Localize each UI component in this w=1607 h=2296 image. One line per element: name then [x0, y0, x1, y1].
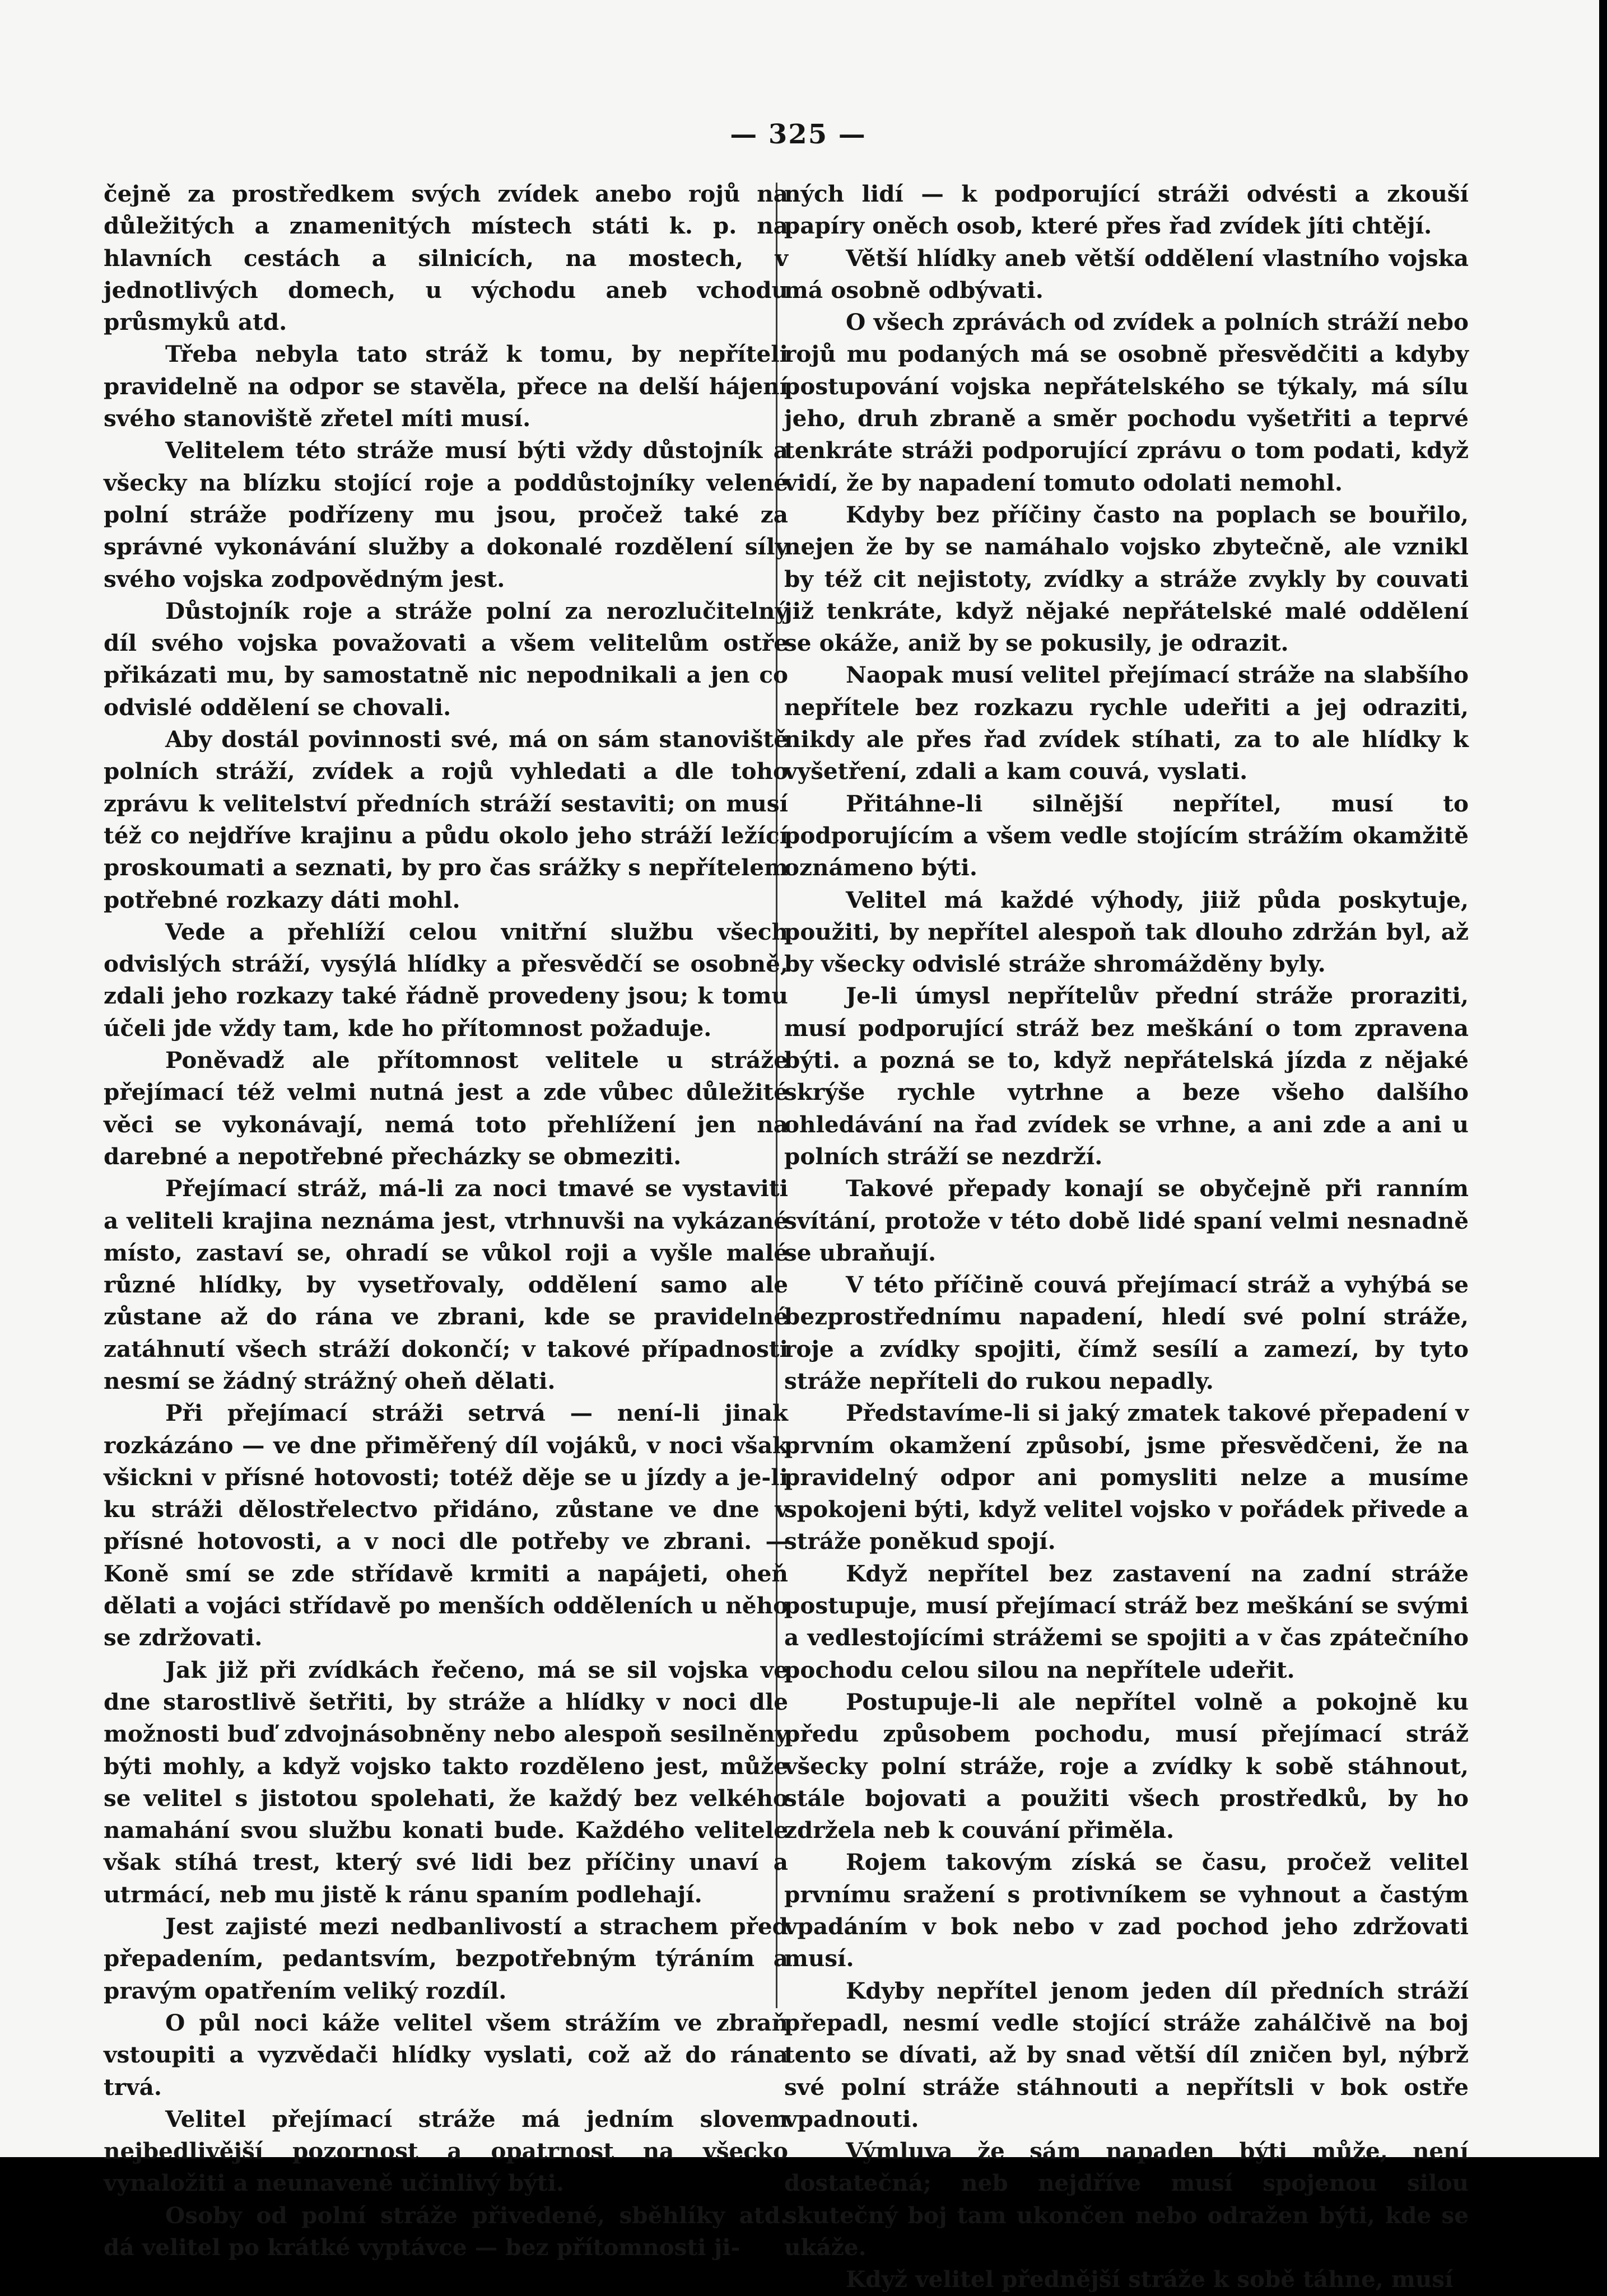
paragraph: čejně za prostředkem svých zvídek anebo rojů na důležitých a znamenitých místech státi k. p. na hlavních cestách a silnicích, na mostech, v jednotlivých domech, u východu aneb vchodu průsmyků atd. [104, 180, 788, 336]
paragraph: Představíme-li si jaký zmatek takové přepadení v prvním okamžení způsobí, jsme přesvědčeni, že na pravidelný odpor ani pomysliti nelze a musíme spokojeni býti, když velitel vojsko v pořádek přivede a stráže poněkud spojí. [784, 1399, 1469, 1555]
paragraph: Důstojník roje a stráže polní za nerozlučitelný díl svého vojska považovati a všem velitelům ostře přikázati mu, by samostatně nic nepodnikali a jen co odvislé oddělení se chovali. [104, 597, 788, 721]
paragraph: O půl noci káže velitel všem strážím ve zbraň vstoupiti a vyzvědači hlídky vyslati, což až do rána trvá. [104, 2009, 788, 2101]
paragraph: Rojem takovým získá se času, pročež velitel prvnímu sražení s protivníkem se vyhnout a častým vpadáním v bok nebo v zad pochod jeho zdržovati musí. [784, 1849, 1469, 1972]
paragraph: Kdyby bez příčiny často na poplach se bouřilo, nejen že by se namáhalo vojsko zbytečně, ale vznikl by též cit nejistoty, zvídky a stráže zvykly by couvati již tenkráte, když nějaké nepřátelské malé oddělení se okáže, aniž by se pokusily, je odrazit. [784, 501, 1469, 657]
paragraph: Velitelem této stráže musí býti vždy důstojník a všecky na blízku stojící roje a poddůstojníky velené polní stráže podřízeny mu jsou, pročež také za správné vykonávání služby a dokonalé rozdělení síly svého vojska zodpovědným jest. [104, 437, 788, 592]
paragraph: Když velitel přednější stráže k sobě táhne, musí [846, 2266, 1454, 2293]
paragraph: Výmluva že sám napaden býti může, není dostatečná; neb nejdříve musí spojenou silou skutečný boj tam ukončen nebo odražen býti, kde se ukáže. [784, 2138, 1469, 2261]
paragraph: Velitel přejímací stráže má jedním slovem nejbedlivější pozornost a opatrnost na všecko vynaložiti a neunaveně učinlivý býti. [104, 2105, 788, 2197]
paragraph: Poněvadž ale přítomnost velitele u stráže přejímací též velmi nutná jest a zde vůbec důležité věci se vykonávají, nemá toto přehlížení jen na darebné a nepotřebné přecházky se obmeziti. [104, 1047, 788, 1170]
paragraph: Kdyby nepřítel jenom jeden díl předních stráží přepadl, nesmí vedle stojící stráže zahálčivě na boj tento se dívati, až by snad větší díl zničen byl, nýbrž své polní stráže stáhnouti a nepřítsli v bok ostře vpadnouti. [784, 1977, 1469, 2132]
paragraph: Aby dostál povinnosti své, má on sám stanoviště polních stráží, zvídek a rojů vyhledati a dle toho zprávu k velitelství předních stráží sestaviti; on musí též co nejdříve krajinu a půdu okolo jeho stráží ležící proskoumati a seznati, by pro čas srážky s nepřítelem potřebné rozkazy dáti mohl. [104, 726, 788, 913]
paragraph: Když nepřítel bez zastavení na zadní stráže postupuje, musí přejímací stráž bez meškání se svými a vedlestojícími strážemi se spojiti a v čas zpátečního pochodu celou silou na nepřítele udeřit. [784, 1560, 1469, 1683]
paragraph: Větší hlídky aneb větší oddělení vlastního vojska má osobně odbývati. [784, 244, 1469, 304]
paragraph: Třeba nebyla tato stráž k tomu, by nepříteli pravidelně na odpor se stavěla, přece na delší hájení svého stanoviště zřetel míti musí. [104, 340, 788, 432]
paragraph: Vede a přehlíží celou vnitřní službu všech odvislých stráží, vysýlá hlídky a přesvědčí se osobně, zdali jeho rozkazy také řádně provedeny jsou; k tomu účeli jde vždy tam, kde ho přítomnost požaduje. [104, 918, 788, 1042]
paragraph: O všech zprávách od zvídek a polních stráží nebo rojů mu podaných má se osobně přesvědčiti a kdyby postupování vojska nepřátelského se týkaly, má sílu jeho, druh zbraně a směr pochodu vyšetřiti a teprvé tenkráte stráži podporující zprávu o tom podati, když vidí, že by napadení tomuto odolati nemohl. [784, 309, 1469, 496]
right-column [784, 178, 1469, 2296]
paragraph: Jak již při zvídkách řečeno, má se sil vojska ve dne starostlivě šetřiti, by stráže a hlídky v noci dle možnosti buď zdvojnásobněny nebo alespoň sesilněny býti mohly, a když vojsko takto rozděleno jest, může se velitel s jistotou spolehati, že každý bez velkého namahání svou službu konati bude. Každého velitele však stíhá trest, který své lidi bez příčiny unaví a utrmácí, neb mu jistě k ránu spaním podlehají. [104, 1656, 788, 1908]
paragraph: Velitel má každé výhody, jiiž půda poskytuje, použiti, by nepřítel alespoň tak dlouho zdržán byl, až by všecky odvislé stráže shromážděny byly. [784, 886, 1469, 978]
paragraph: Při přejímací stráži setrvá — není-li jinak rozkázáno — ve dne přiměřený díl vojáků, v noci však všickni v přísné hotovosti; totéž děje se u jízdy a je-li ku stráži dělostřelectvo přidáno, zůstane ve dne v přísné hotovosti, a v noci dle potřeby ve zbrani. — Koně smí se zde střídavě krmiti a napájeti, oheň dělati a vojáci střídavě po menších odděleních u něho se zdržovati. [104, 1399, 788, 1651]
paragraph: ných lidí — k podporující stráži odvésti a zkouší papíry oněch osob, které přes řad zvídek jíti chtějí. [784, 180, 1469, 240]
paragraph: Přitáhne-li silnější nepřítel, musí to podporujícím a všem vedle stojícím strážím okamžitě oznámeno býti. [784, 790, 1469, 881]
paragraph: Naopak musí velitel přejímací stráže na slabšího nepřítele bez rozkazu rychle udeřiti a jej odraziti, nikdy ale přes řad zvídek stíhati, za to ale hlídky k vyšetření, zdali a kam couvá, vyslati. [784, 661, 1469, 785]
paragraph: Přejímací stráž, má-li za noci tmavé se vystaviti a veliteli krajina neznáma jest, vtrhnuvši na vykázané místo, zastaví se, ohradí se vůkol roji a vyšle malé různé hlídky, by vysetřovaly, oddělení samo ale zůstane až do rána ve zbrani, kde se pravidelné zatáhnutí všech stráží dokončí; v takové případnosti nesmí se žádný strážný oheň dělati. [104, 1175, 788, 1394]
paragraph: Postupuje-li ale nepřítel volně a pokojně ku předu způsobem pochodu, musí přejímací stráž všecky polní stráže, roje a zvídky k sobě stáhnout, stále bojovati a použiti všech prostředků, by ho zdržela neb k couvání přiměla. [784, 1688, 1469, 1844]
left-column [104, 178, 788, 2264]
paragraph: Jest zajisté mezi nedbanlivostí a strachem před přepadením, pedantsvím, bezpotřebným týráním a pravým opatřením veliký rozdíl. [104, 1913, 788, 2004]
paragraph: Takové přepady konají se obyčejně při ranním svítání, protože v této době lidé spaní velmi nesnadně se ubraňují. [784, 1175, 1469, 1266]
page-number: — 325 — [730, 119, 867, 150]
paragraph: Je-li úmysl nepřítelův přední stráže proraziti, musí podporující stráž bez meškání o tom zpravena býti. a pozná se to, když nepřátelská jízda z nějaké skrýše rychle vytrhne a beze všeho dalšího ohledávání na řad zvídek se vrhne, a ani zde a ani u polních stráží se nezdrží. [784, 982, 1469, 1170]
paragraph: Osoby od polní stráže přivedené, sběhlíky atd. dá velitel po krátké vyptávce — bez přítomnosti ji- [104, 2201, 788, 2261]
paragraph: V této příčině couvá přejímací stráž a vyhýbá se bezprostřednímu napadení, hledí své polní stráže, roje a zvídky spojiti, čímž sesílí a zamezí, by tyto stráže nepříteli do rukou nepadly. [784, 1271, 1469, 1394]
